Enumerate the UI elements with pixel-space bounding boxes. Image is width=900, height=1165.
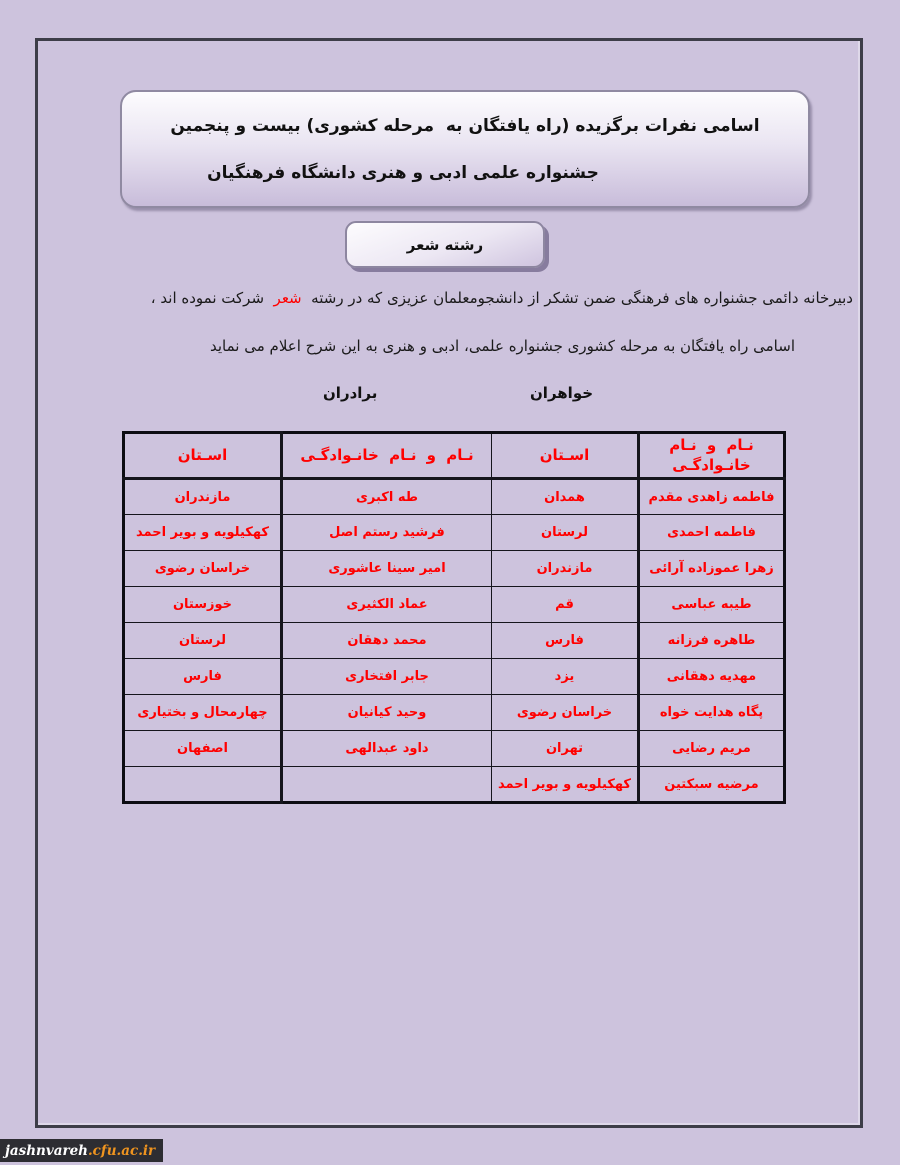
group-label-sisters: خواهران — [530, 384, 594, 402]
brother-name-cell — [282, 767, 492, 803]
brother-province-cell: خوزستان — [124, 587, 282, 623]
brother-province-cell — [124, 767, 282, 803]
sister-province-cell: تهران — [492, 731, 639, 767]
table-row — [124, 731, 785, 767]
brother-name-cell: فرشید رستم اصل — [282, 515, 492, 551]
brother-province-cell: چهارمحال و بختیاری — [124, 695, 282, 731]
sister-name-cell: طاهره فرزانه — [639, 623, 785, 659]
header-brothers-province: اسـتان — [124, 433, 282, 479]
sister-province-cell: کهکیلویه و بویر احمد — [492, 767, 639, 803]
brother-province-cell: اصفهان — [124, 731, 282, 767]
sister-name-cell: طیبه عباسی — [639, 587, 785, 623]
website-link-site: jashnvareh — [5, 1142, 88, 1159]
title-line-1: اسامی نفرات برگزیده (راه یافتگان به مرحله کشوری) بیست و پنجمین — [170, 115, 760, 136]
title-line-2: جشنواره علمی ادبی و هنری دانشگاه فرهنگیان — [207, 162, 599, 183]
table-row — [124, 623, 785, 659]
sister-name-cell: فاطمه احمدی — [639, 515, 785, 551]
brother-name-cell: طه اکبری — [282, 479, 492, 515]
sister-name-cell: فاطمه زاهدی مقدم — [639, 479, 785, 515]
sister-province-cell: فارس — [492, 623, 639, 659]
brother-name-cell: عماد الکثیری — [282, 587, 492, 623]
table-row — [124, 479, 785, 515]
table-row — [124, 659, 785, 695]
brother-province-cell: خراسان رضوی — [124, 551, 282, 587]
sister-name-cell: مهدیه دهقانی — [639, 659, 785, 695]
group-label-brothers: برادران — [323, 384, 378, 402]
intro-line-2: اسامی راه یافتگان به مرحله کشوری جشنواره علمی، ادبی و هنری به این شرح اعلام می نماید — [210, 337, 795, 355]
results-table — [122, 431, 786, 804]
brother-name-cell: وحید کیانیان — [282, 695, 492, 731]
header-sisters-province: اسـتان — [492, 433, 639, 479]
brother-name-cell: جابر افتخاری — [282, 659, 492, 695]
website-link-domain: .cfu.ac.ir — [87, 1142, 156, 1159]
header-row — [124, 433, 785, 479]
table-row — [124, 551, 785, 587]
brother-province-cell: مازندران — [124, 479, 282, 515]
title-banner — [120, 90, 810, 208]
sister-province-cell: لرستان — [492, 515, 639, 551]
sister-name-cell: پگاه هدایت خواه — [639, 695, 785, 731]
brother-name-cell: داود عبدالهی — [282, 731, 492, 767]
intro-line-1 — [151, 289, 853, 307]
sister-province-cell: مازندران — [492, 551, 639, 587]
website-link[interactable] — [0, 1139, 163, 1162]
table-row — [124, 515, 785, 551]
brother-name-cell: محمد دهقان — [282, 623, 492, 659]
results-table-header — [124, 433, 785, 479]
header-sisters-name: نـام و نـام خانـوادگـی — [639, 433, 785, 479]
sister-name-cell: زهرا عموزاده آرائی — [639, 551, 785, 587]
sister-province-cell: خراسان رضوی — [492, 695, 639, 731]
brother-province-cell: کهکیلویه و بویر احمد — [124, 515, 282, 551]
header-brothers-name: نـام و نـام خانـوادگـی — [282, 433, 492, 479]
sister-name-cell: مریم رضایی — [639, 731, 785, 767]
brother-province-cell: فارس — [124, 659, 282, 695]
sister-province-cell: قم — [492, 587, 639, 623]
brother-province-cell: لرستان — [124, 623, 282, 659]
field-badge-label: رشته شعر — [406, 235, 484, 254]
sister-province-cell: یزد — [492, 659, 639, 695]
table-row — [124, 587, 785, 623]
sister-province-cell: همدان — [492, 479, 639, 515]
sister-name-cell: مرضیه سبکتین — [639, 767, 785, 803]
table-row — [124, 767, 785, 803]
brother-name-cell: امیر سینا عاشوری — [282, 551, 492, 587]
intro-line-1-after: شرکت نموده اند ، — [150, 289, 274, 307]
results-table-body — [124, 479, 785, 803]
intro-highlight-field: شعر — [273, 289, 302, 307]
table-row — [124, 695, 785, 731]
intro-line-1-before: دبیرخانه دائمی جشنواره های فرهنگی ضمن تشکر از دانشجومعلمان عزیزی که در رشته — [301, 289, 853, 307]
field-badge — [345, 221, 545, 268]
